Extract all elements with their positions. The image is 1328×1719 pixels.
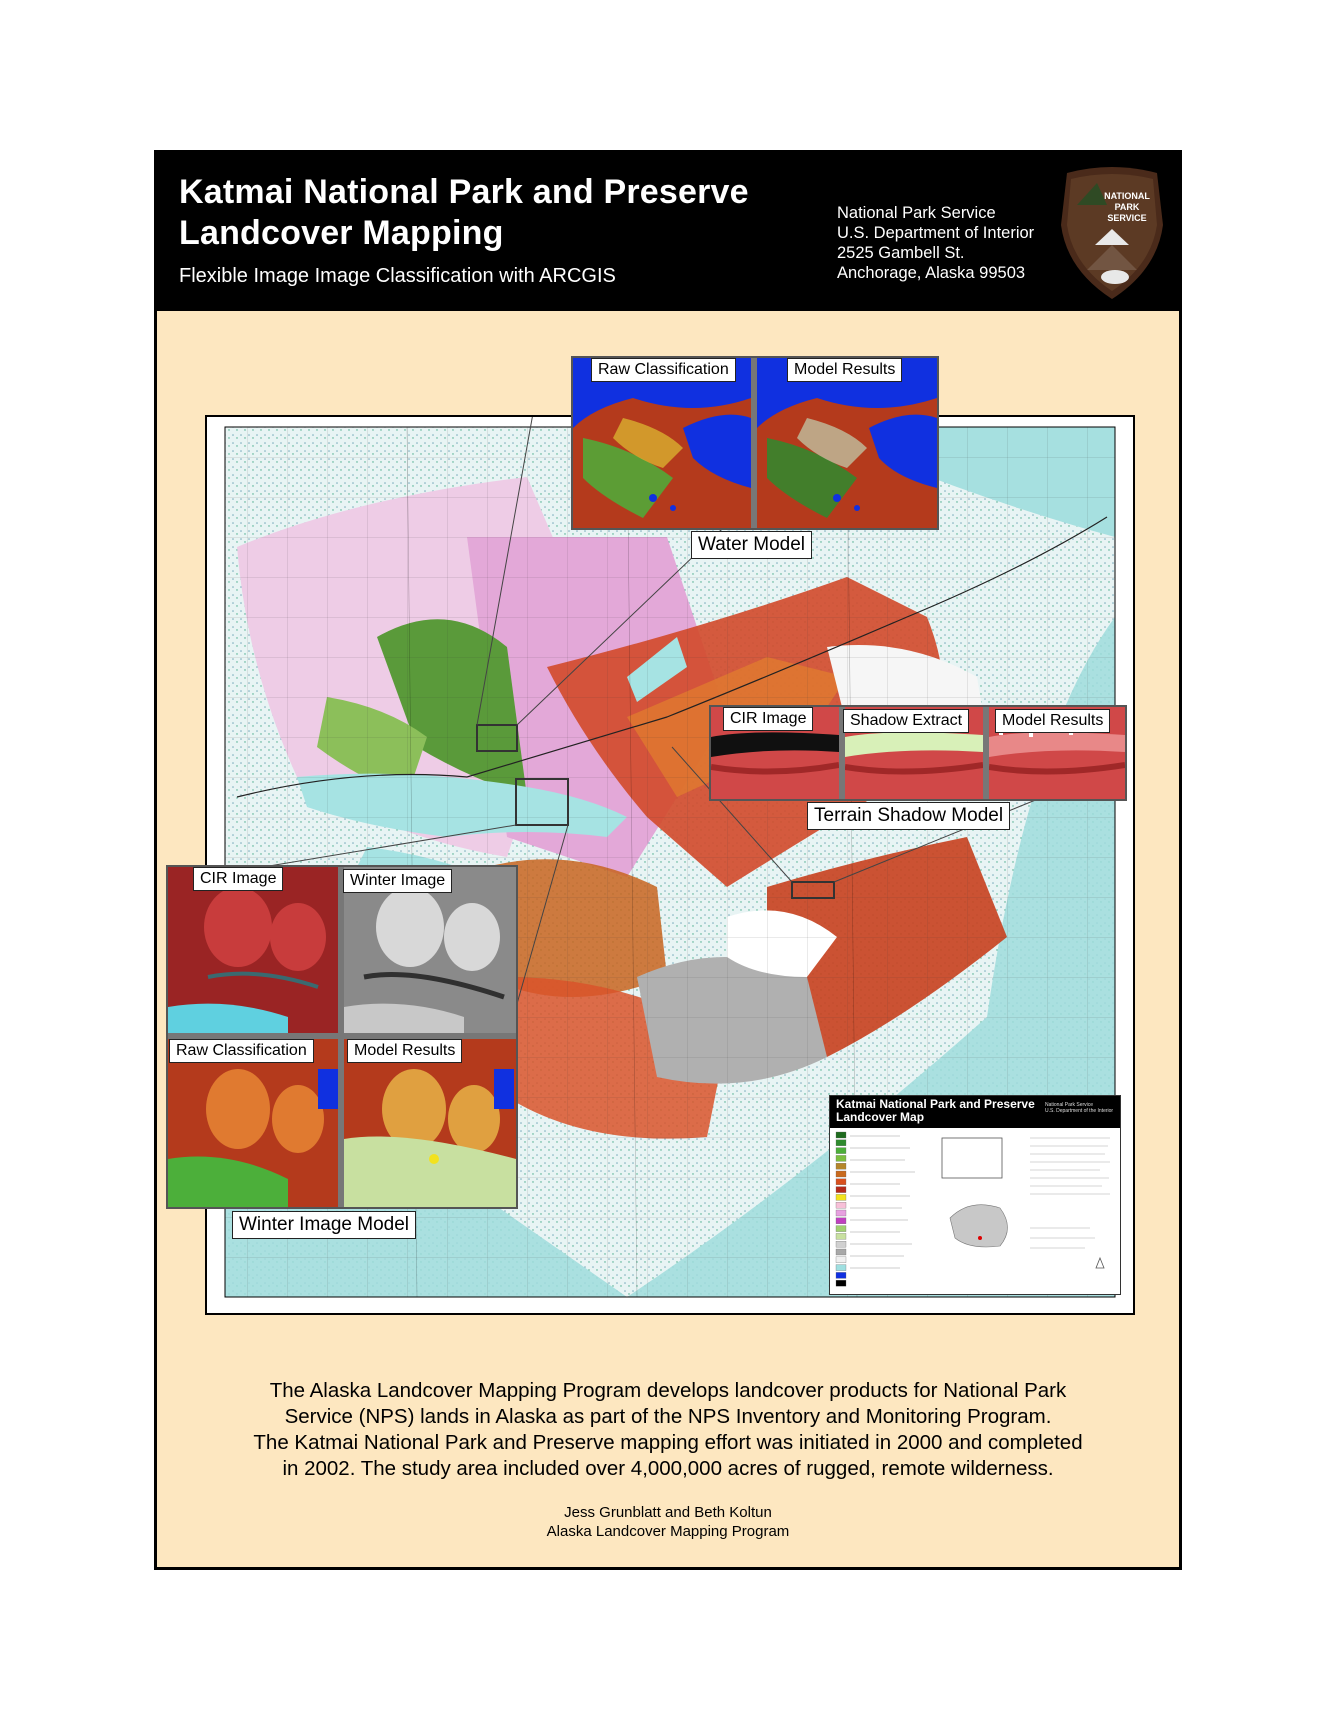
legend-title-line2: Landcover Map [836, 1110, 925, 1124]
winter-raw-classification-image [168, 1039, 338, 1207]
winter-cir-image-label: CIR Image [193, 867, 283, 891]
legend-swatch [836, 1140, 846, 1146]
address-line: National Park Service [837, 204, 996, 222]
water-model-caption: Water Model [691, 531, 812, 559]
legend-swatch [836, 1155, 846, 1161]
credits-program: Alaska Landcover Mapping Program [546, 1523, 790, 1540]
legend-swatch [836, 1179, 846, 1185]
legend-header [830, 1096, 1120, 1128]
legend-swatch [836, 1210, 846, 1216]
index-map-outline [942, 1138, 1002, 1178]
winter-cir-image [168, 867, 338, 1033]
credits [157, 1503, 1179, 1541]
description-line: The Alaska Landcover Mapping Program develops landcover products for National Park [269, 1379, 1067, 1402]
logo-text-park: PARK [1114, 202, 1140, 212]
poster [154, 150, 1182, 1570]
north-arrow-icon [1096, 1258, 1104, 1268]
legend-swatches [836, 1132, 846, 1286]
logo-text-service: SERVICE [1107, 213, 1147, 223]
winter-image-inset [166, 865, 518, 1209]
legend-swatch [836, 1226, 846, 1232]
legend-swatch [836, 1272, 846, 1278]
terrain-model-results-label: Model Results [995, 709, 1110, 733]
alaska-locator-map [950, 1205, 1008, 1247]
winter-image-model-caption: Winter Image Model [232, 1211, 416, 1239]
address-line: U.S. Department of Interior [837, 224, 1035, 242]
legend-graphic [830, 1128, 1120, 1294]
credits-authors: Jess Grunblatt and Beth Koltun [564, 1504, 772, 1521]
description-line: in 2002. The study area included over 4,000,000 acres of rugged, remote wilderness. [282, 1457, 1054, 1480]
terrain-shadow-extract-label: Shadow Extract [843, 709, 969, 733]
legend-swatch [836, 1241, 846, 1247]
map-legend-sheet [829, 1095, 1121, 1295]
winter-image-label: Winter Image [343, 869, 452, 893]
poster-subtitle: Flexible Image Image Classification with ARCGIS [179, 265, 616, 287]
description-text [157, 1378, 1179, 1482]
poster-title-line1: Katmai National Park and Preserve [179, 173, 749, 211]
terrain-shadow-caption: Terrain Shadow Model [807, 802, 1010, 830]
legend-swatch [836, 1194, 846, 1200]
legend-swatch [836, 1257, 846, 1263]
water-model-inset [571, 356, 939, 530]
legend-agency-line1: National Park Service [1045, 1102, 1094, 1108]
legend-swatch [836, 1163, 846, 1169]
legend-swatch [836, 1132, 846, 1138]
legend-title-line1: Katmai National Park and Preserve [836, 1097, 1035, 1111]
legend-swatch [836, 1280, 846, 1286]
poster-title-line2: Landcover Mapping [179, 214, 504, 252]
legend-swatch [836, 1218, 846, 1224]
description-line: Service (NPS) lands in Alaska as part of the NPS Inventory and Monitoring Program. [284, 1405, 1052, 1428]
description-line: The Katmai National Park and Preserve mapping effort was initiated in 2000 and completed [253, 1431, 1083, 1454]
winter-model-results-label: Model Results [347, 1039, 462, 1063]
water-raw-classification-label: Raw Classification [591, 358, 736, 382]
water-model-results-label: Model Results [787, 358, 902, 382]
legend-swatch [836, 1233, 846, 1239]
address-line: Anchorage, Alaska 99503 [837, 264, 1026, 282]
header-bar [157, 153, 1179, 311]
winter-raw-classification-label: Raw Classification [169, 1039, 314, 1063]
winter-model-results-image [344, 1039, 516, 1207]
legend-swatch [836, 1187, 846, 1193]
terrain-cir-image-label: CIR Image [723, 707, 813, 731]
legend-swatch [836, 1265, 846, 1271]
legend-agency-line2: U.S. Department of the Interior [1045, 1108, 1114, 1114]
agency-address [837, 203, 1034, 283]
address-line: 2525 Gambell St. [837, 244, 965, 262]
legend-agency [1045, 1102, 1113, 1114]
legend-swatch [836, 1249, 846, 1255]
logo-text-national: NATIONAL [1104, 191, 1150, 201]
legend-swatch [836, 1148, 846, 1154]
nps-arrowhead-logo [1057, 165, 1167, 303]
legend-swatch [836, 1171, 846, 1177]
water-raw-classification-image [573, 358, 751, 528]
water-model-results-image [757, 358, 937, 528]
legend-swatch [836, 1202, 846, 1208]
legend-title [836, 1098, 1066, 1124]
